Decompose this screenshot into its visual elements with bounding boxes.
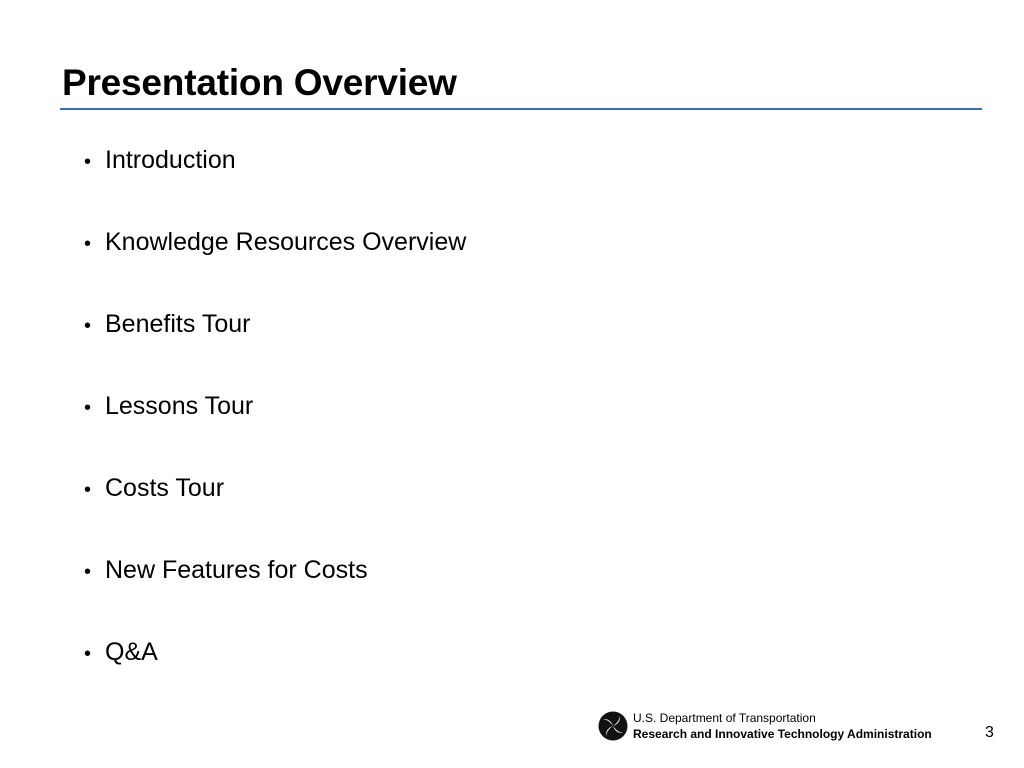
bullet-text: New Features for Costs (105, 556, 368, 584)
agency-name: Research and Innovative Technology Administration (633, 727, 932, 741)
bullet-item (84, 474, 466, 556)
bullet-item (84, 146, 466, 228)
slide-title: Presentation Overview (62, 62, 457, 103)
page-number: 3 (985, 724, 994, 741)
bullet-text: Lessons Tour (105, 392, 254, 420)
dot-triskelion-logo-icon (598, 711, 628, 741)
bullet-item (84, 228, 466, 310)
department-name: U.S. Department of Transportation (633, 711, 816, 725)
bullet-item (84, 310, 466, 392)
bullet-marker: • (84, 315, 92, 337)
bullet-item (84, 638, 466, 720)
bullet-item (84, 556, 466, 638)
bullet-marker: • (84, 233, 92, 255)
bullet-text: Costs Tour (105, 474, 225, 502)
bullet-marker: • (84, 643, 92, 665)
footer (598, 710, 932, 742)
footer-text (633, 710, 932, 742)
bullet-marker: • (84, 397, 92, 419)
bullet-marker: • (84, 479, 92, 501)
bullet-text: Benefits Tour (105, 310, 251, 338)
bullet-text: Knowledge Resources Overview (105, 228, 467, 256)
bullet-item (84, 392, 466, 474)
bullet-marker: • (84, 561, 92, 583)
title-underline (60, 108, 982, 110)
bullet-marker: • (84, 151, 92, 173)
bullet-text: Introduction (105, 146, 236, 174)
bullet-list (84, 146, 466, 720)
bullet-text: Q&A (105, 638, 158, 666)
